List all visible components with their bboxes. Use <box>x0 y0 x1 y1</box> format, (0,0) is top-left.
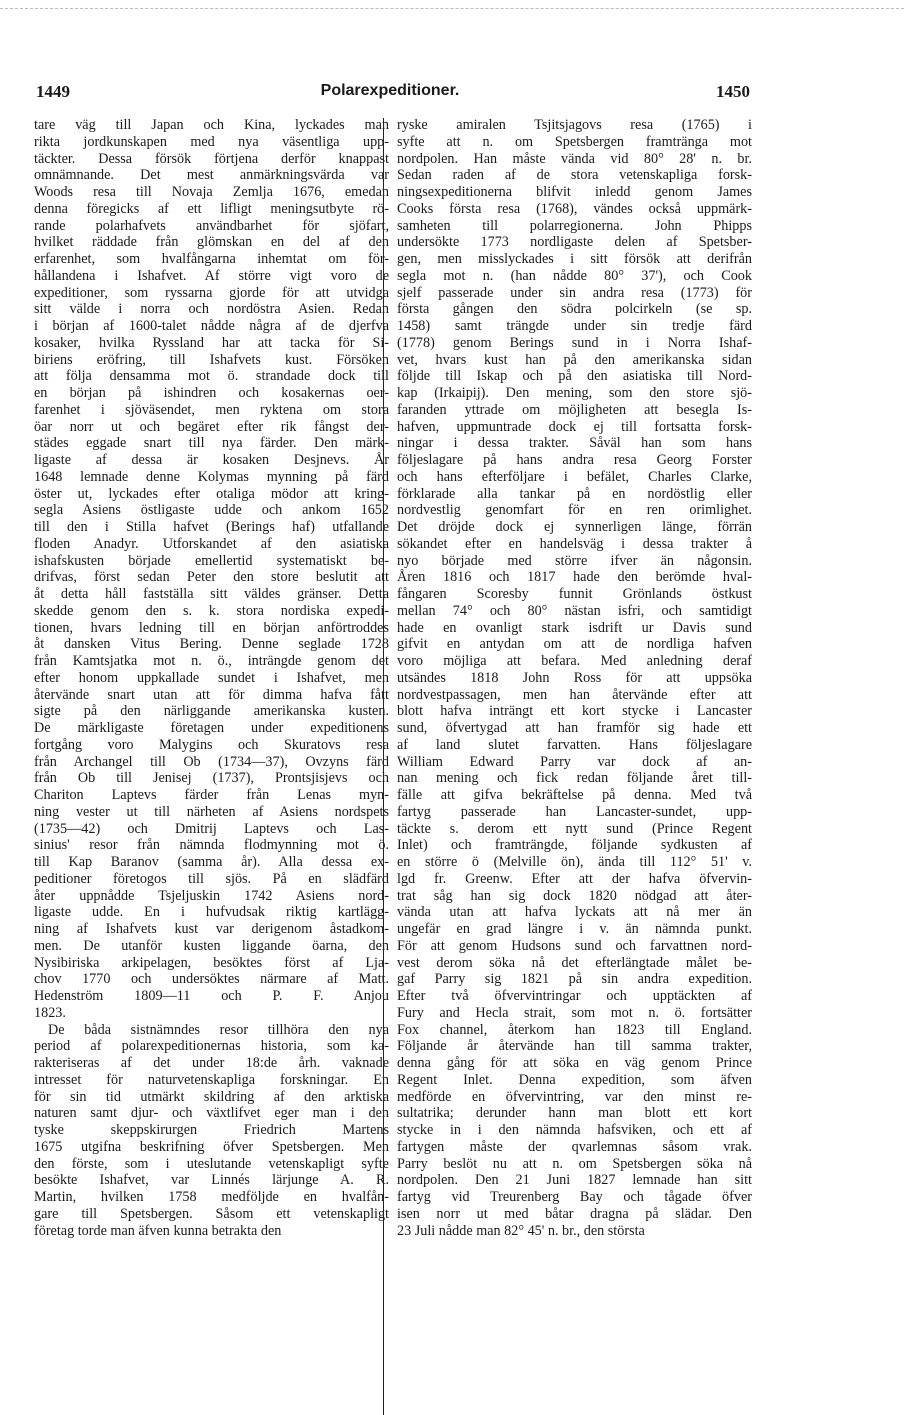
text-line: 23 Juli nådde man 82° 45' n. br., den största <box>397 1222 645 1239</box>
text-line: Woods resa till Novaja Zemlja 1676, emedan <box>34 184 389 200</box>
column-divider <box>383 118 384 1415</box>
text-line: (1735—42) och Dmitrij Laptevs och Las- <box>34 820 389 837</box>
text-line: skedde genom den s. k. stora nordiska expedi- <box>34 602 389 619</box>
text-line: för sin tid utmärkt skildring af den arktiska <box>34 1088 389 1105</box>
text-line: sund, öfvertygad att han framför sig hade ett <box>397 720 752 736</box>
text-line: efter honom uppkallade sundet i Ishafvet, men <box>34 669 389 686</box>
text-line: tionen, hvars ledning till en början anförtroddes <box>34 619 389 636</box>
text-line: Sedan raden af de stora vetenskapliga forsk- <box>397 167 752 184</box>
text-line: rande polarhafvets användbarhet för sjöfart, <box>34 217 389 234</box>
text-line: sultatrika; derunder hann man blott ett kort <box>397 1105 752 1122</box>
text-line: Hedenström 1809—11 och P. F. Anjou <box>34 988 389 1004</box>
text-line: från Archangel till Ob (1734—37), Ovzyns färd <box>34 753 389 770</box>
text-line: medförde en öfvervintring, var den minst re- <box>397 1088 752 1105</box>
text-line: rakteriseras af det under 18:de årh. vaknade <box>34 1055 389 1071</box>
text-line: drifvas, först sedan Peter den store beslutit att <box>34 569 389 586</box>
text-line: fartyg vid Treurenberg Bay och tågade öfver <box>397 1189 752 1205</box>
text-line: segla mot n. (han nådde 80° 37'), och Cook <box>397 267 752 284</box>
text-line: farenhet i sjöväsendet, men ryktena om stora <box>34 401 389 418</box>
text-line: Regent Inlet. Denna expedition, som äfven <box>397 1071 752 1088</box>
text-line: fartygen måste der qvarlemnas såsom vrak. <box>397 1138 752 1155</box>
text-line: 1648 lemnade denne Kolymas mynning på färd <box>34 468 389 485</box>
text-line: 1458) samt trängde under sin tredje färd <box>397 318 752 334</box>
text-line: en större ö (Melville ön), ända till 112° 51' v. <box>397 854 752 870</box>
text-line: lgd fr. Greenw. Efter att der hafva öfvervin- <box>397 870 752 887</box>
text-line: fångaren Scoresby funnit Grönlands östkust <box>397 586 752 602</box>
text-line: den förste, som i uteslutande vetenskapligt syfte <box>34 1155 389 1172</box>
text-line: nyo började med större ifver än någonsin. <box>397 552 752 569</box>
text-line: till Kap Baranov (samma år). Alla dessa ex- <box>34 854 389 870</box>
text-line: följeslagare på hans andra resa Georg Forster <box>397 452 752 468</box>
text-line: ning vester ut till närheten af Asiens nordspets <box>34 803 389 820</box>
text-line: gifvit en antydan om att de nordliga hafven <box>397 636 752 653</box>
text-line: till den i Stilla hafvet (Berings haf) utfallande <box>34 519 389 535</box>
text-line: faranden yttrade om möjligheten att besegla Is- <box>397 401 752 418</box>
text-line: i början af 1600-talet nådde några af de djerfva <box>34 318 389 334</box>
text-line: (1778) genom Berings sund in i Norra Ishaf- <box>397 334 752 351</box>
text-line: expeditioner, som ryssarna gjorde för att utvidga <box>34 284 389 301</box>
text-line: undersökte 1773 nordligaste delen af Spetsber- <box>397 234 752 251</box>
text-line: företag torde man äfven kunna betrakta den <box>34 1222 282 1239</box>
text-line: åt detta håll fastställa sitt väldes gränser. Detta <box>34 586 389 602</box>
page-title: Polarexpeditioner. <box>320 82 460 99</box>
text-line: nordpolen. Han måste vända vid 80° 28' n. br. <box>397 150 752 167</box>
text-line: förklarade alla tankar på en nordöstlig eller <box>397 485 752 502</box>
text-line: från Ob till Jenisej (1737), Prontsjisjevs och <box>34 770 389 787</box>
text-line: ningar i dessa trakter. Såväl han som hans <box>397 435 752 452</box>
text-line: sjelf passerade under sin andra resa (1773) för <box>397 284 752 301</box>
text-line: Fury and Hecla strait, som mot n. ö. fortsätter <box>397 1004 752 1021</box>
text-line: floden Anadyr. Utforskandet af den asiatiska <box>34 535 389 552</box>
text-line: öar norr ut och begäret efter rik fångst der- <box>34 418 389 435</box>
page-number-right: 1450 <box>716 82 750 101</box>
text-line: sitt välde i norra och nordöstra Asien. Redan <box>34 301 389 318</box>
text-line: täckte s. derom ett nytt sund (Prince Regent <box>397 820 752 837</box>
text-line: ningsexpeditionerna blifvit inledd genom James <box>397 184 752 200</box>
text-line: täckter. Dessa försök förtjena derför knappast <box>34 150 389 167</box>
text-line: denna föregicks af ett lifligt meningsutbyte rö- <box>34 200 389 217</box>
text-line: gaf Parry sig 1821 på sin andra expedition. <box>397 971 752 988</box>
text-line: Nysibiriska arkipelagen, besöktes först af Lja- <box>34 954 389 971</box>
text-line: intresset för naturvetenskapliga forskningar. En <box>34 1071 389 1088</box>
text-line: att följa densamma mot ö. strandade dock till <box>34 368 389 385</box>
text-line: 1675 utgifna beskrifning öfver Spetsbergen. Men <box>34 1138 389 1155</box>
text-line: sinius' resor från nämnda flodmynning mot ö. <box>34 837 389 854</box>
text-line: fartyg passerade han Lancaster-sundet, upp- <box>397 803 752 820</box>
text-line: nan mening och fick redan följande året till- <box>397 770 752 787</box>
text-line: tare väg till Japan och Kina, lyckades man <box>34 117 389 133</box>
text-line: och hans efterföljare i befälet, Charles Clarke, <box>397 468 752 485</box>
text-line: sökandet efter en handelsväg i dessa trakter å <box>397 535 752 552</box>
text-line: syfte att n. om Spetsbergen framtränga mot <box>397 133 752 150</box>
text-line: hvilket räddade från glömskan en del af den <box>34 234 389 251</box>
right-column <box>397 117 752 1239</box>
text-line: erfarenhet, som hvalfångarna inhemtat om för- <box>34 251 389 267</box>
text-line: Följande år återvände han till samma trakter, <box>397 1038 752 1055</box>
text-line: denna gång för att söka en väg genom Prince <box>397 1055 752 1071</box>
text-line: gen, men misslyckades i sitt försök att derifrån <box>397 251 752 267</box>
text-line: nordpolen. Den 21 Juni 1827 lemnade han sitt <box>397 1172 752 1189</box>
text-line: stycke in i den nämnda hafsviken, och ett af <box>397 1122 752 1138</box>
text-line: utsändes 1818 John Ross för att uppsöka <box>397 669 752 686</box>
text-line: kap (Irkaipij). Den mening, som den store sjö- <box>397 385 752 401</box>
left-column <box>34 117 389 1239</box>
text-line: besökte Ishafvet, var Linnés lärjunge A. R. <box>34 1172 389 1189</box>
text-line: af land slutet farvatten. Hans följeslagare <box>397 736 752 753</box>
text-line: ishafskusten började emellertid systematiskt be- <box>34 552 389 569</box>
text-line: mellan 74° och 80° nästan isfri, och samtidigt <box>397 602 752 619</box>
text-line: ligaste af dessa är kosaken Desjnevs. År <box>34 452 389 468</box>
text-line: hållandena i Ishafvet. Af större vigt voro de <box>34 267 389 284</box>
text-line: 1823. <box>34 1004 66 1021</box>
text-line: De båda sistnämndes resor tillhöra den nya <box>48 1021 389 1038</box>
text-line: nordvestlig genomfart för en ren orimlighet. <box>397 502 752 519</box>
text-line: första gången den södra polcirkeln (se sp. <box>397 301 752 318</box>
text-line: ungefär en grad längre i v. än nämnda punkt. <box>397 921 752 937</box>
text-line: Inlet) och framträngde, följande sydkusten af <box>397 837 752 854</box>
text-line: Martin, hvilken 1758 medföljde en hvalfån- <box>34 1189 389 1205</box>
text-line: återvände snart utan att för dimma hafva fått <box>34 686 389 703</box>
top-rule <box>0 8 904 9</box>
text-line: från Kamtsjatka mot n. ö., inträngde genom det <box>34 653 389 669</box>
page-number-left: 1449 <box>36 82 70 101</box>
text-line: voro möjliga att befara. Med anledning deraf <box>397 653 752 669</box>
text-line: Det dröjde dock ej synnerligen länge, förrän <box>397 519 752 535</box>
text-line: period af polarexpeditionernas historia, som ka- <box>34 1038 389 1055</box>
text-line: Cooks första resa (1768), vändes också uppmärk- <box>397 200 752 217</box>
text-line: De märkligaste företagen under expeditionens <box>34 720 389 736</box>
text-line: vända utan att hafva lyckats att nå mer än <box>397 904 752 921</box>
text-line: Åren 1816 och 1817 hade den berömde hval- <box>397 569 752 586</box>
text-line: chov 1770 och undersöktes närmare af Matt. <box>34 971 389 988</box>
text-line: segla Asiens östligaste udde och ankom 1652 <box>34 502 389 519</box>
text-line: trat såg han sig dock 1820 nödgad att åter- <box>397 887 752 904</box>
text-line: kosaker, hvilka Ryssland har att tacka för Si- <box>34 334 389 351</box>
text-line: öster ut, lyckades efter otaliga mödor att kring- <box>34 485 389 502</box>
text-line: naturen samt djur- och växtlifvet eger man i den <box>34 1105 389 1122</box>
text-line: en början på ishindren och kosakernas oer- <box>34 385 389 401</box>
text-line: vest derom söka nå det efterlängtade målet be- <box>397 954 752 971</box>
text-line: William Edward Parry var dock af an- <box>397 753 752 770</box>
text-line: rikta jordkunskapen med nya väsentliga upp- <box>34 133 389 150</box>
text-line: åter uppnådde Tsjeljuskin 1742 Asiens nord- <box>34 887 389 904</box>
text-line: isen norr ut med båtar dragna på slädar. Den <box>397 1205 752 1222</box>
text-line: nordvestpassagen, men han återvände efter att <box>397 686 752 703</box>
text-line: städes eggade snart till nya färder. Den märk- <box>34 435 389 452</box>
text-line: Efter två öfvervintringar och upptäckten af <box>397 988 752 1004</box>
text-line: ryske amiralen Tsjitsjagovs resa (1765) i <box>397 117 752 133</box>
text-line: hade en ovanligt stark isdrift ur Davis sund <box>397 619 752 636</box>
text-line: sigte på den närliggande amerikanska kusten. <box>34 703 389 720</box>
text-line: blott hafva inträngt ett kort stycke i Lancaster <box>397 703 752 720</box>
text-line: åt dansken Vitus Bering. Denne seglade 1728 <box>34 636 389 653</box>
text-line: fortgång voro Malygins och Skuratovs resa <box>34 736 389 753</box>
text-line: ning af Ishafvets kust var derigenom åstadkom- <box>34 921 389 937</box>
text-line: omnämnande. Det mest anmärkningsvärda var <box>34 167 389 184</box>
text-line: Parry beslöt nu att n. om Spetsbergen söka nå <box>397 1155 752 1172</box>
text-line: vet, hvars kust han på den amerikanska sidan <box>397 351 752 368</box>
text-line: ligaste udde. En i hufvudsak riktig kartlägg- <box>34 904 389 921</box>
text-line: Chariton Laptevs färder från Lenas myn- <box>34 787 389 803</box>
text-line: tyske skeppskirurgen Friedrich Martens <box>34 1122 389 1138</box>
text-line: Fox channel, återkom han 1823 till England. <box>397 1021 752 1038</box>
page-header <box>30 82 750 106</box>
text-line: hafven, uppmuntrade dock ej till fortsatta forsk- <box>397 418 752 435</box>
text-line: fälle att gifva bekräftelse på denna. Med två <box>397 787 752 803</box>
text-line: följde till Iskap och på den asiatiska till Nord- <box>397 368 752 385</box>
text-line: biriens eröfring, till Ishafvets kust. Försöken <box>34 351 389 368</box>
text-line: gare till Spetsbergen. Såsom ett vetenskapligt <box>34 1205 389 1222</box>
text-line: För att genom Hudsons sund och farvattnen nord- <box>397 937 752 954</box>
text-line: men. De utanför kusten liggande öarna, den <box>34 937 389 954</box>
text-line: peditioner företogos till sjös. På en slädfärd <box>34 870 389 887</box>
text-line: samheten till polarregionerna. John Phipps <box>397 217 752 234</box>
